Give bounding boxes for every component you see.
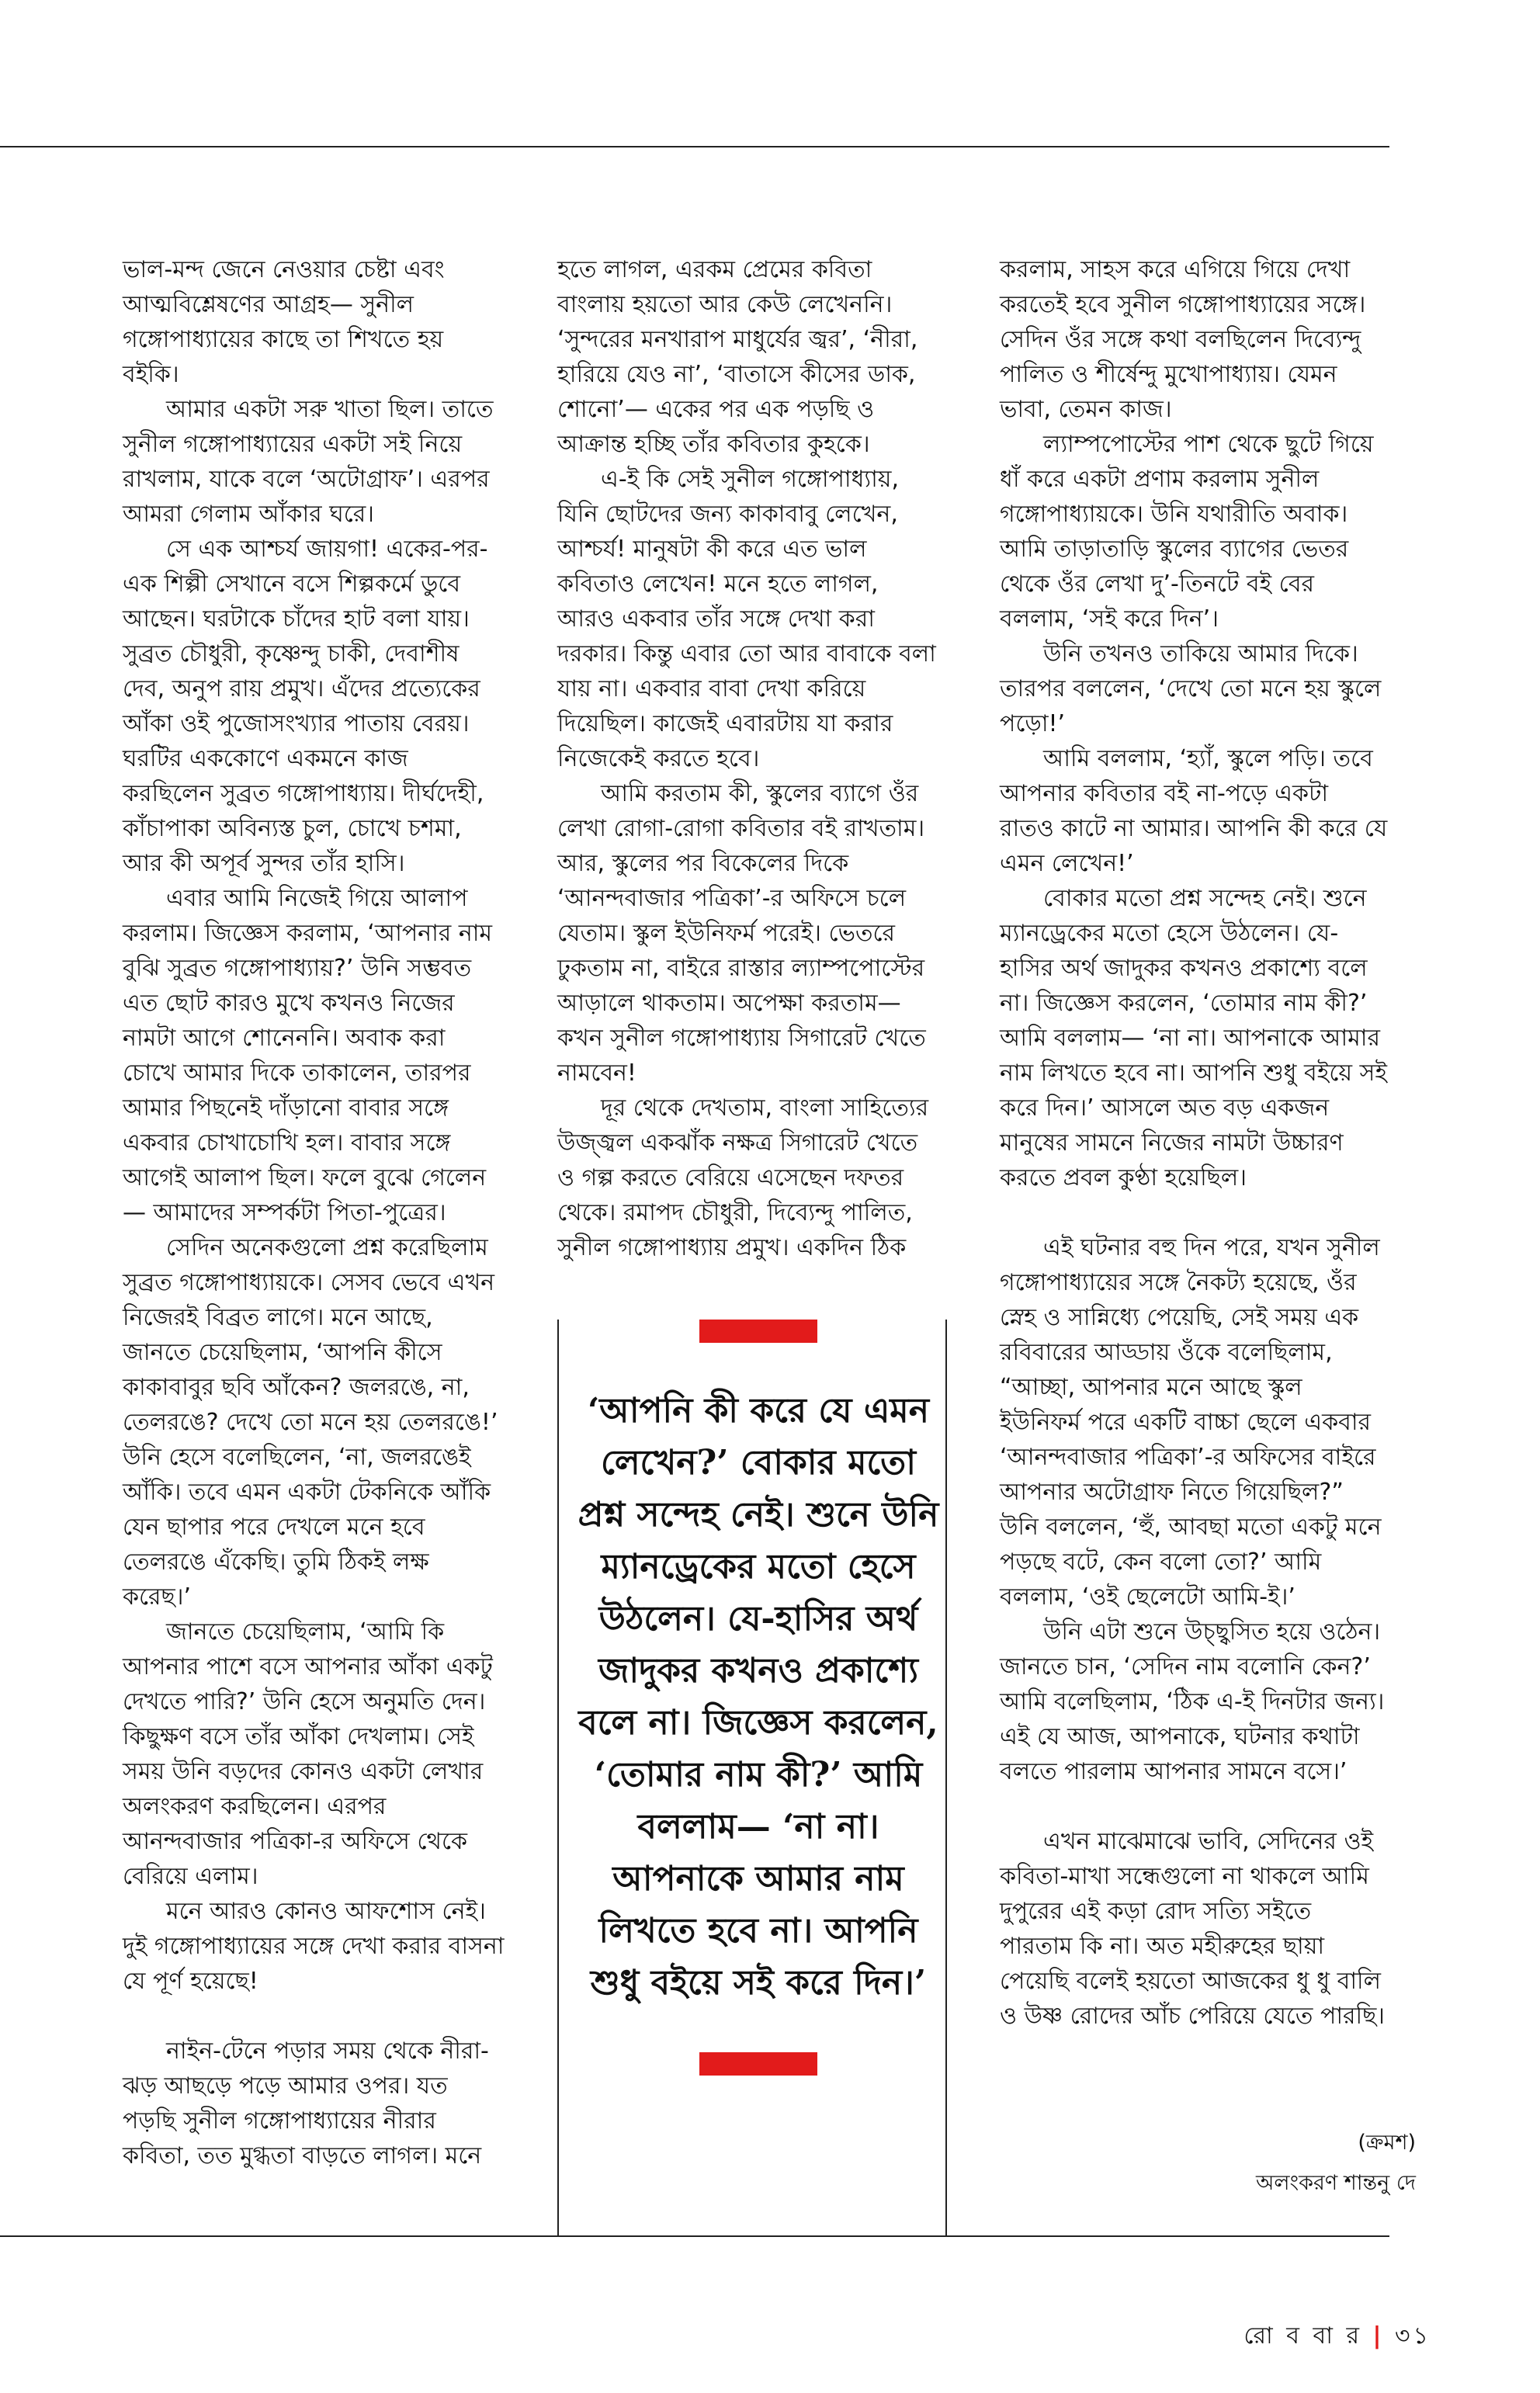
continued-label: (ক্রমশ) bbox=[1358, 2131, 1416, 2155]
page-footer bbox=[1243, 2317, 1431, 2357]
paragraph: নাইন-টেনে পড়ার সময় থেকে নীরা-ঝড় আছড়ে পড়ে আমার ওপর। যত পড়ছি সুনীল গঙ্গোপাধ্যায়ের নীরার কবিতা, তত মুগ্ধতা বাড়তে লাগল। মনে bbox=[123, 2038, 489, 2169]
pull-quote-text: ‘আপনি কী করে যে এমন লেখেন?’ বোকার মতো প্রশ্ন সন্দেহ নেই। শুনে উনি ম্যানড্রেকের মতো হেসে উঠলেন। যে-হাসির অর্থ জাদুকর কখনও প্রকাশ্যে বলে না। জিজ্ঞেস করলেন, ‘তোমার নাম কী?’ আমি বললাম— ‘না না। আপনাকে আমার নাম লিখতে হবে না। আপনি শুধু বইয়ে সই করে দিন।’ bbox=[578, 1391, 939, 2003]
paragraph: উনি তখনও তাকিয়ে আমার দিকে। তারপর বললেন, ‘দেখে তো মনে হয় স্কুলে পড়ো!’ bbox=[1000, 640, 1382, 737]
paragraph: আমার একটা সরু খাতা ছিল। তাতে সুনীল গঙ্গোপাধ্যায়ের একটা সই নিয়ে রাখলাম, যাকে বলে ‘অটোগ্রাফ’। এরপর আমরা গেলাম আঁকার ঘরে। bbox=[123, 396, 494, 528]
paragraph: সে এক আশ্চর্য জায়গা! একের-পর-এক শিল্পী সেখানে বসে শিল্পকর্মে ডুবে আছেন। ঘরটাকে চাঁদের হাট বলা যায়। সুব্রত চৌধুরী, কৃষ্ণেন্দু চাকী, দেবাশীষ দেব, অনুপ রায় প্রমুখ। এঁদের প্রত্যেকের আঁকা ওই পুজোসংখ্যার পাতায় বেরয়। ঘরটির এককোণে একমনে কাজ করছিলেন সুব্রত গঙ্গোপাধ্যায়। দীর্ঘদেহী, কাঁচাপাকা অবিন্যস্ত চুল, চোখে চশমা, আর কী অপূর্ব সুন্দর তাঁর হাসি। bbox=[123, 536, 488, 877]
paragraph: উনি এটা শুনে উচ্ছ্বসিত হয়ে ওঠেন। জানতে চান, ‘সেদিন নাম বলোনি কেন?’ আমি বলেছিলাম, ‘ঠিক এ-ই দিনটার জন্য। এই যে আজ, আপনাকে, ঘটনার কথাটা বলতে পারলাম আপনার সামনে বসে।’ bbox=[1000, 1618, 1385, 1785]
article-column-2 bbox=[557, 252, 938, 1265]
paragraph: এই ঘটনার বহু দিন পরে, যখন সুনীল গঙ্গোপাধ্যায়ের সঙ্গে নৈকট্য হয়েছে, ওঁর স্নেহ ও সান্নিধ্যে পেয়েছি, সেই সময় এক রবিবারের আড্ডায় ওঁকে বলেছিলাম, “আচ্ছা, আপনার মনে আছে স্কুল ইউনিফর্ম পরে একটি বাচ্চা ছেলে একবার ‘আনন্দবাজার পত্রিকা’-র অফিসের বাইরে আপনার অটোগ্রাফ নিতে গিয়েছিল?” উনি বললেন, ‘হুঁ, আবছা মতো একটু মনে পড়ছে বটে, কেন বলো তো?’ আমি বললাম, ‘ওই ছেলেটো আমি-ই।’ bbox=[1000, 1234, 1382, 1611]
article-column-1 bbox=[123, 252, 505, 2173]
paragraph: দূর থেকে দেখতাম, বাংলা সাহিত্যের উজ্জ্বল একঝাঁক নক্ষত্র সিগারেট খেতে ও গল্প করতে বেরিয়ে এসেছেন দফতর থেকে। রমাপদ চৌধুরী, দিব্যেন্দু পালিত, সুনীল গঙ্গোপাধ্যায় প্রমুখ। একদিন ঠিক bbox=[557, 1094, 929, 1261]
paragraph: আমি বললাম, ‘হ্যাঁ, স্কুলে পড়ি। তবে আপনার কবিতার বই না-পড়ে একটা রাতও কাটে না আমার। আপনি কী করে যে এমন লেখেন!’ bbox=[1000, 745, 1388, 877]
top-rule bbox=[0, 146, 1389, 147]
paragraph: এখন মাঝেমাঝে ভাবি, সেদিনের ওই কবিতা-মাখা সন্ধেগুলো না থাকলে আমি দুপুরের এই কড়া রোদ সত্যি সইতে পারতাম কি না। অত মহীরুহের ছায়া পেয়েছি বলেই হয়তো আজকের ধু ধু বালি ও উষ্ণ রোদের আঁচ পেরিয়ে যেতে পারছি। bbox=[1000, 1828, 1386, 2030]
quote-top-bar bbox=[699, 1320, 817, 1343]
paragraph: ভাল-মন্দ জেনে নেওয়ার চেষ্টা এবং আত্মবিশ্লেষণের আগ্রহ— সুনীল গঙ্গোপাধ্যায়ের কাছে তা শিখতে হয় বইকি। bbox=[123, 256, 445, 388]
paragraph: হতে লাগল, এরকম প্রেমের কবিতা বাংলায় হয়তো আর কেউ লেখেননি। ‘সুন্দরের মনখারাপ মাধুর্যের জ্বর’, ‘নীরা, হারিয়ে যেও না’, ‘বাতাসে কীসের ডাক, শোনো’— একের পর এক পড়ছি ও আক্রান্ত হচ্ছি তাঁর কবিতার কুহকে। bbox=[557, 256, 918, 458]
magazine-name: রো ব বা র bbox=[1243, 2322, 1362, 2350]
paragraph: বোকার মতো প্রশ্ন সন্দেহ নেই। শুনে ম্যানড্রেকের মতো হেসে উঠলেন। যে-হাসির অর্থ জাদুকর কখনও প্রকাশ্যে বলে না। জিজ্ঞেস করলেন, ‘তোমার নাম কী?’ আমি বললাম— ‘না না। আপনাকে আমার নাম লিখতে হবে না। আপনি শুধু বইয়ে সই করে দিন।’ আসলে অত বড় একজন মানুষের সামনে নিজের নামটা উচ্চারণ করতে প্রবল কুণ্ঠা হয়েছিল। bbox=[1000, 885, 1388, 1191]
bottom-rule bbox=[0, 2235, 1389, 2237]
paragraph: জানতে চেয়েছিলাম, ‘আমি কি আপনার পাশে বসে আপনার আঁকা একটু দেখতে পারি?’ উনি হেসে অনুমতি দেন। কিছুক্ষণ বসে তাঁর আঁকা দেখলাম। সেই সময় উনি বড়দের কোনও একটা লেখার অলংকরণ করছিলেন। এরপর আনন্দবাজার পত্রিকা-র অফিসে থেকে বেরিয়ে এলাম। bbox=[123, 1618, 493, 1890]
quote-bottom-bar bbox=[699, 2052, 817, 2076]
article-column-3 bbox=[1000, 252, 1388, 2034]
footer-separator: | bbox=[1372, 2322, 1385, 2350]
paragraph: আমি করতাম কী, স্কুলের ব্যাগে ওঁর লেখা রোগা-রোগা কবিতার বই রাখতাম। আর, স্কুলের পর বিকেলের দিকে ‘আনন্দবাজার পত্রিকা’-র অফিসে চলে যেতাম। স্কুল ইউনিফর্ম পরেই। ভেতরে ঢুকতাম না, বাইরে রাস্তার ল্যাম্পপোস্টের আড়ালে থাকতাম। অপেক্ষা করতাম— কখন সুনীল গঙ্গোপাধ্যায় সিগারেট খেতে নামবেন! bbox=[557, 780, 926, 1087]
paragraph: করলাম, সাহস করে এগিয়ে গিয়ে দেখা করতেই হবে সুনীল গঙ্গোপাধ্যায়ের সঙ্গে। সেদিন ওঁর সঙ্গে কথা বলছিলেন দিব্যেন্দু পালিত ও শীর্ষেন্দু মুখোপাধ্যায়। যেমন ভাবা, তেমন কাজ। bbox=[1000, 256, 1366, 423]
page-number: ৩১ bbox=[1395, 2322, 1431, 2350]
paragraph: সেদিন অনেকগুলো প্রশ্ন করেছিলাম সুব্রত গঙ্গোপাধ্যায়কে। সেসব ভেবে এখন নিজেরই বিব্রত লাগে। মনে আছে, জানতে চেয়েছিলাম, ‘আপনি কীসে কাকাবাবুর ছবি আঁকেন? জলরঙে, না, তেলরঙে? দেখে তো মনে হয় তেলরঙে!’ উনি হেসে বলেছিলেন, ‘না, জলরঙেই আঁকি। তবে এমন একটা টেকনিকে আঁকি যেন ছাপার পরে দেখলে মনে হবে তেলরঙে এঁকেছি। তুমি ঠিকই লক্ষ করেছ।’ bbox=[123, 1234, 498, 1611]
paragraph: মনে আরও কোনও আফশোস নেই। দুই গঙ্গোপাধ্যায়ের সঙ্গে দেখা করার বাসনা যে পূর্ণ হয়েছে! bbox=[123, 1898, 505, 1995]
illustration-credit: অলংকরণ শান্তনু দে bbox=[1255, 2171, 1416, 2195]
paragraph: এ-ই কি সেই সুনীল গঙ্গোপাধ্যায়, যিনি ছোটদের জন্য কাকাবাবু লেখেন, আশ্চর্য! মানুষটা কী করে এত ভাল কবিতাও লেখেন! মনে হতে লাগল, আরও একবার তাঁর সঙ্গে দেখা করা দরকার। কিন্তু এবার তো আর বাবাকে বলা যায় না। একবার বাবা দেখা করিয়ে দিয়েছিল। কাজেই এবারটায় যা করার নিজেকেই করতে হবে। bbox=[557, 466, 936, 772]
paragraph: এবার আমি নিজেই গিয়ে আলাপ করলাম। জিজ্ঞেস করলাম, ‘আপনার নাম বুঝি সুব্রত গঙ্গোপাধ্যায়?’ উনি সম্ভবত এত ছোট কারও মুখে কখনও নিজের নামটা আগে শোনেননি। অবাক করা চোখে আমার দিকে তাকালেন, তারপর আমার পিছনেই দাঁড়ানো বাবার সঙ্গে একবার চোখাচোখি হল। বাবার সঙ্গে আগেই আলাপ ছিল। ফলে বুঝে গেলেন— আমাদের সম্পর্কটা পিতা-পুত্রের। bbox=[123, 885, 493, 1226]
pull-quote bbox=[572, 1320, 945, 2076]
column-divider-right bbox=[945, 1320, 947, 2235]
column-divider-left bbox=[557, 1320, 559, 2235]
paragraph: ল্যাম্পপোস্টের পাশ থেকে ছুটে গিয়ে ধাঁ করে একটা প্রণাম করলাম সুনীল গঙ্গোপাধ্যায়কে। উনি যথারীতি অবাক। আমি তাড়াতাড়ি স্কুলের ব্যাগের ভেতর থেকে ওঁর লেখা দু’-তিনটে বই বের বললাম, ‘সই করে দিন’। bbox=[1000, 431, 1374, 633]
